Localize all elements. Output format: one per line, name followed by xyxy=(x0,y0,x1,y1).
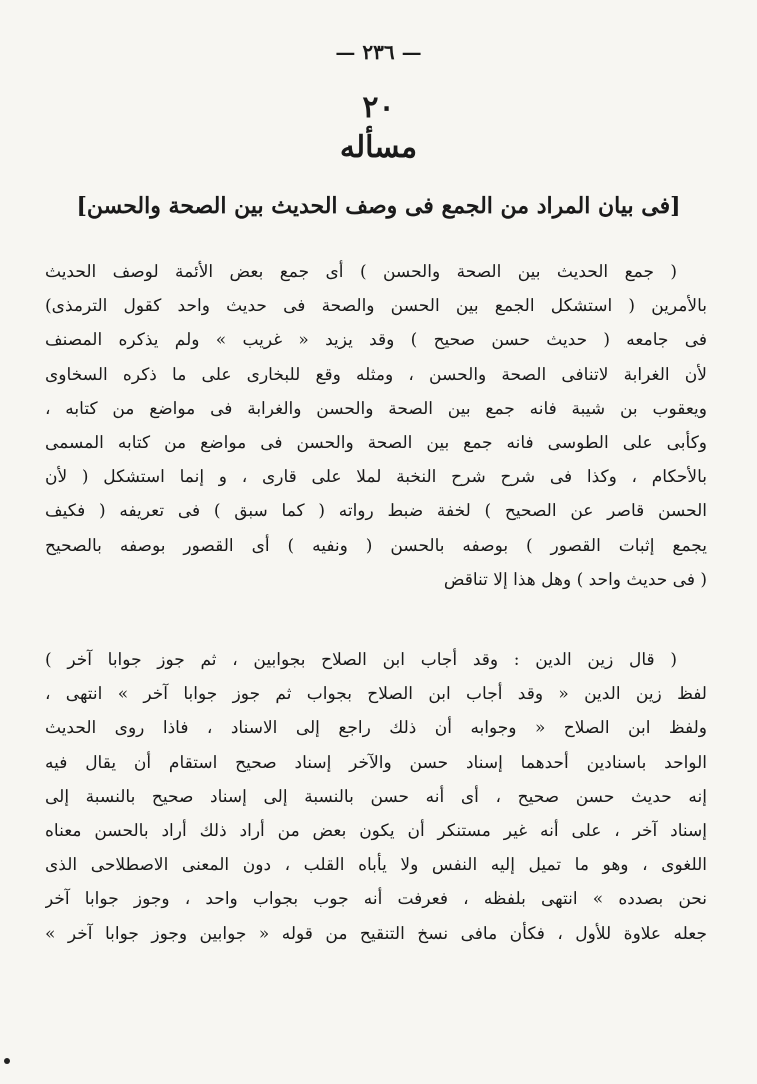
text-line: إسناد آخر ، على أنه غير مستنكر أن يكون بعض من أراد ذلك أراد بالحسن معناه xyxy=(45,820,707,841)
text-line: نحن بصدده » انتهى بلفظه ، فعرفت أنه جوب بجواب واحد ، وجوز جوابا آخر xyxy=(45,889,707,910)
text-line: ولفظ ابن الصلاح « وجوابه أن ذلك راجع إلى الاسناد ، فاذا روى الحديث xyxy=(45,718,707,739)
text-line: ( فى حديث واحد ) وهل هذا إلا تناقض xyxy=(443,569,707,590)
text-line: وكأبى على الطوسى فانه جمع بين الصحة والحسن فى مواضع من كتابه المسمى xyxy=(45,432,707,453)
text-line: إنه حديث حسن صحيح ، أى أنه حسن بالنسبة إلى إسناد صحيح بالنسبة إلى xyxy=(45,786,707,807)
section-subtitle: [فى بيان المراد من الجمع فى وصف الحديث بين الصحة والحسن] xyxy=(76,193,681,219)
text-line: الواحد باسنادين أحدهما إسناد حسن والآخر إسناد صحيح استقام أن يقال فيه xyxy=(45,752,707,773)
text-line: بالأمرين ( استشكل الجمع بين الحسن والصحة فى حديث واحد كقول الترمذى) xyxy=(45,296,707,317)
paragraph-2 xyxy=(45,643,707,951)
text-line: ( جمع الحديث بين الصحة والحسن ) أى جمع بعض الأئمة لوصف الحديث xyxy=(45,262,677,282)
text-line: يجمع إثبات القصور ) بوصفه بالحسن ( ونفيه ) أى القصور بوصفه بالصحيح xyxy=(45,535,707,556)
text-line: ويعقوب بن شيبة فانه جمع بين الصحة والحسن والغرابة فى مواضع من كتابه ، xyxy=(45,398,707,419)
text-line: بالأحكام ، وكذا فى شرح شرح النخبة لملا على قارى ، و إنما استشكل ( لأن xyxy=(45,467,707,488)
text-line: ( قال زين الدين : وقد أجاب ابن الصلاح بجوابين ، ثم جوز جوابا آخر ) xyxy=(45,650,677,670)
text-line: اللغوى ، وهو ما تميل إليه النفس ولا يأباه القلب ، دون المعنى الاصطلاحى الذى xyxy=(45,855,707,876)
text-line: لأن الغرابة لاتنافى الصحة والحسن ، ومثله وقع للبخارى على ما ذكره السخاوى xyxy=(45,364,707,385)
chapter-number: ٢٠ xyxy=(362,90,395,125)
text-line: فى جامعه ( حديث حسن صحيح ) وقد يزيد « غريب » ولم يذكره المصنف xyxy=(45,330,707,351)
text-line: الحسن قاصر عن الصحيح ) لخفة ضبط رواته ( كما سبق ) فى تعريفه ( فكيف xyxy=(45,501,707,522)
scan-dot xyxy=(4,1058,10,1064)
paragraph-1 xyxy=(45,255,707,597)
text-line: جعله علاوة للأول ، فكأن مافى نسخ التنقيح من قوله « جوابين وجوز جوابا آخر » xyxy=(45,923,707,944)
chapter-title: مسأله xyxy=(339,130,418,165)
text-line: لفظ زين الدين « وقد أجاب ابن الصلاح بجواب ثم جوز جوابا آخر » انتهى ، xyxy=(45,684,707,705)
page-number: — ٢٣٦ — xyxy=(335,40,422,64)
